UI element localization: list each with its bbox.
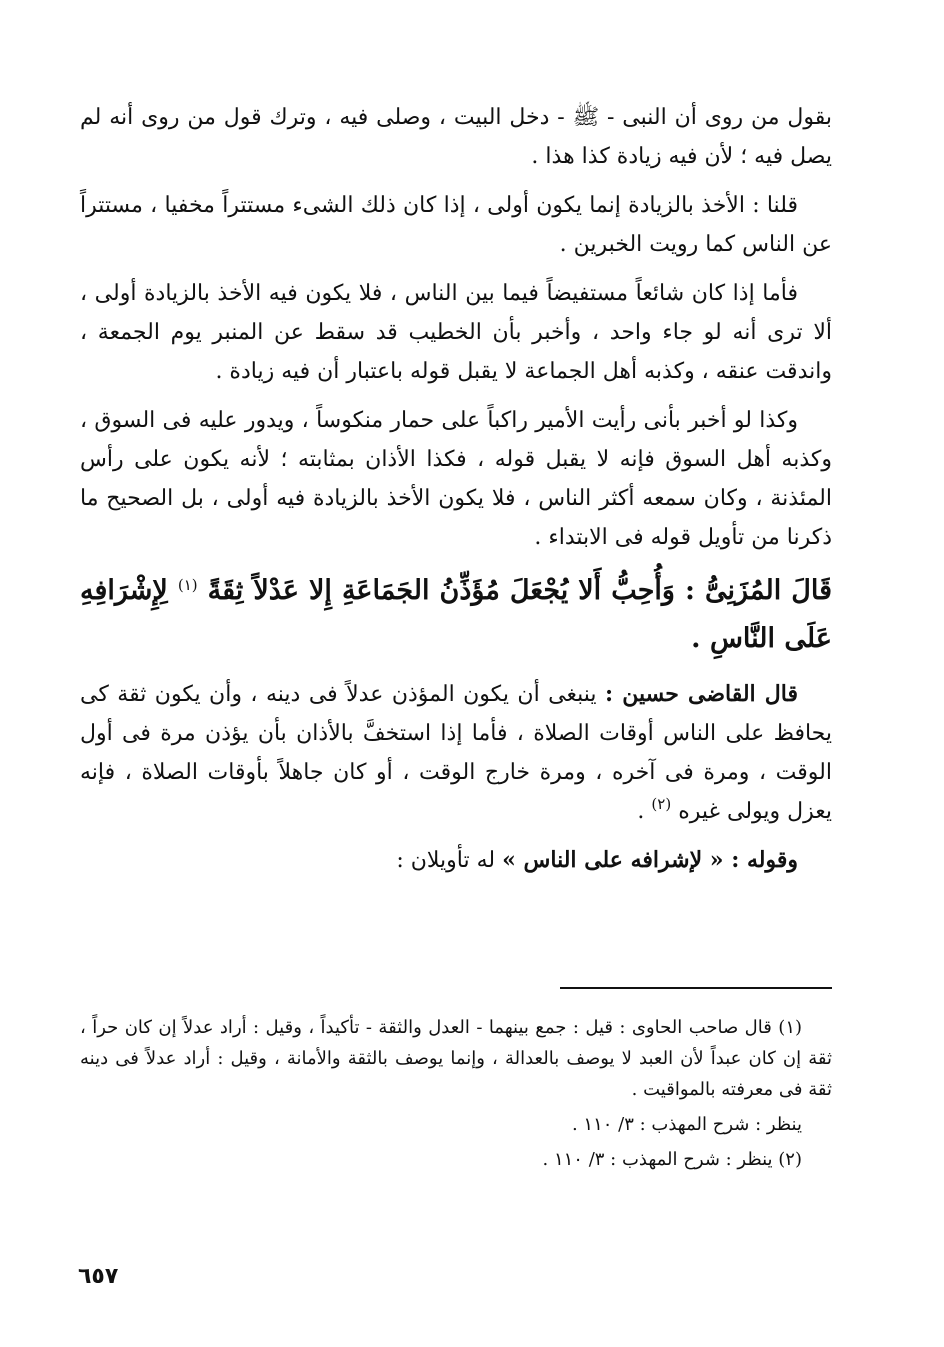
paragraph-5-end: . (637, 799, 645, 824)
footnote-ref-2[interactable]: (٢) (651, 795, 672, 813)
paragraph-4: وكذا لو أخبر بأنى رأيت الأمير راكباً على حمار منكوساً ، ويدور عليه فى السوق ، وكذبه أهل السوق فإنه لا يقبل قوله ، فكذا الأذان بمثابته ؛ لأنه يكون على رأس المئذنة ، وكان سمعه أكثر الناس ، فلا يكون الأخذ بالزيادة فيه أولى ، بل الصحيح ما ذكرنا من تأويل قوله فى الابتداء . (80, 408, 832, 550)
paragraph-2: قلنا : الأخذ بالزيادة إنما يكون أولى ، إذا كان ذلك الشىء مستتراً مخفيا ، مستتراً عن الناس كما رويت الخبرين . (80, 193, 832, 257)
footnote-1-source: ينظر : شرح المهذب : ٣/ ١١٠ . (571, 1114, 802, 1135)
quoted-text (80, 567, 832, 663)
main-text (80, 98, 832, 880)
section-heading-lead: وقوله : « لإشرافه على الناس » (502, 847, 798, 873)
section-heading (80, 841, 832, 880)
paragraph-5-text: ينبغى أن يكون المؤذن عدلاً فى دينه ، وأن يكون ثقة كى يحافظ على الناس أوقات الصلاة ، فأما إذا استخفَّ بالأذان بأن يؤذن مرة فى أول الوقت ، ومرة فى آخره ، ومرة خارج الوقت ، أو كان جاهلاً بأوقات الصلاة ، فإنه يعزل ويولى غيره (80, 682, 832, 824)
paragraph-1: بقول من روى أن النبى - ﷺ - دخل البيت ، وصلى فيه ، وترك قول من روى أنه لم يصل فيه ؛ لأن فيه زيادة كذا هذا . (80, 105, 832, 169)
footnotes (80, 1012, 832, 1179)
section-heading-text: له تأويلان : (396, 848, 496, 873)
page-number: ٦٥٧ (78, 1264, 119, 1289)
footnote-divider (560, 987, 832, 989)
quote-part-2: لِإِشْرَافِهِ عَلَى النَّاسِ . (80, 575, 832, 654)
footnote-1: (١) قال صاحب الحاوى : قيل : جمع بينهما - العدل والثقة - تأكيداً ، وقيل : أراد عدلاً إن كان حراً ، ثقة إن كان عبداً لأن العبد لا يوصف بالعدالة ، وإنما يوصف بالثقة والأمانة ، وقيل : أراد عدلاً فى دينه ثقة فى معرفته بالمواقيت . (80, 1017, 832, 1100)
paragraph-5-lead: قال القاضى حسين : (605, 681, 799, 707)
footnote-ref-1[interactable]: (١) (177, 576, 198, 594)
footnote-2: (٢) ينظر : شرح المهذب : ٣/ ١١٠ . (542, 1149, 802, 1170)
paragraph-3: فأما إذا كان شائعاً مستفيضاً فيما بين الناس ، فلا يكون فيه الأخذ بالزيادة أولى ، ألا ترى أنه لو جاء واحد ، وأخبر بأن الخطيب قد سقط عن المنبر يوم الجمعة ، واندقت عنقه ، وكذبه أهل الجماعة لا يقبل قوله باعتبار أن فيه زيادة . (80, 281, 832, 384)
quote-part-1: قَالَ المُزَنِىُّ : وَأُحِبُّ أَلا يُجْعَلَ مُؤَذِّنُ الجَمَاعَةِ إِلا عَدْلاً ثِقَةً (207, 575, 832, 606)
paragraph-5 (80, 675, 832, 831)
